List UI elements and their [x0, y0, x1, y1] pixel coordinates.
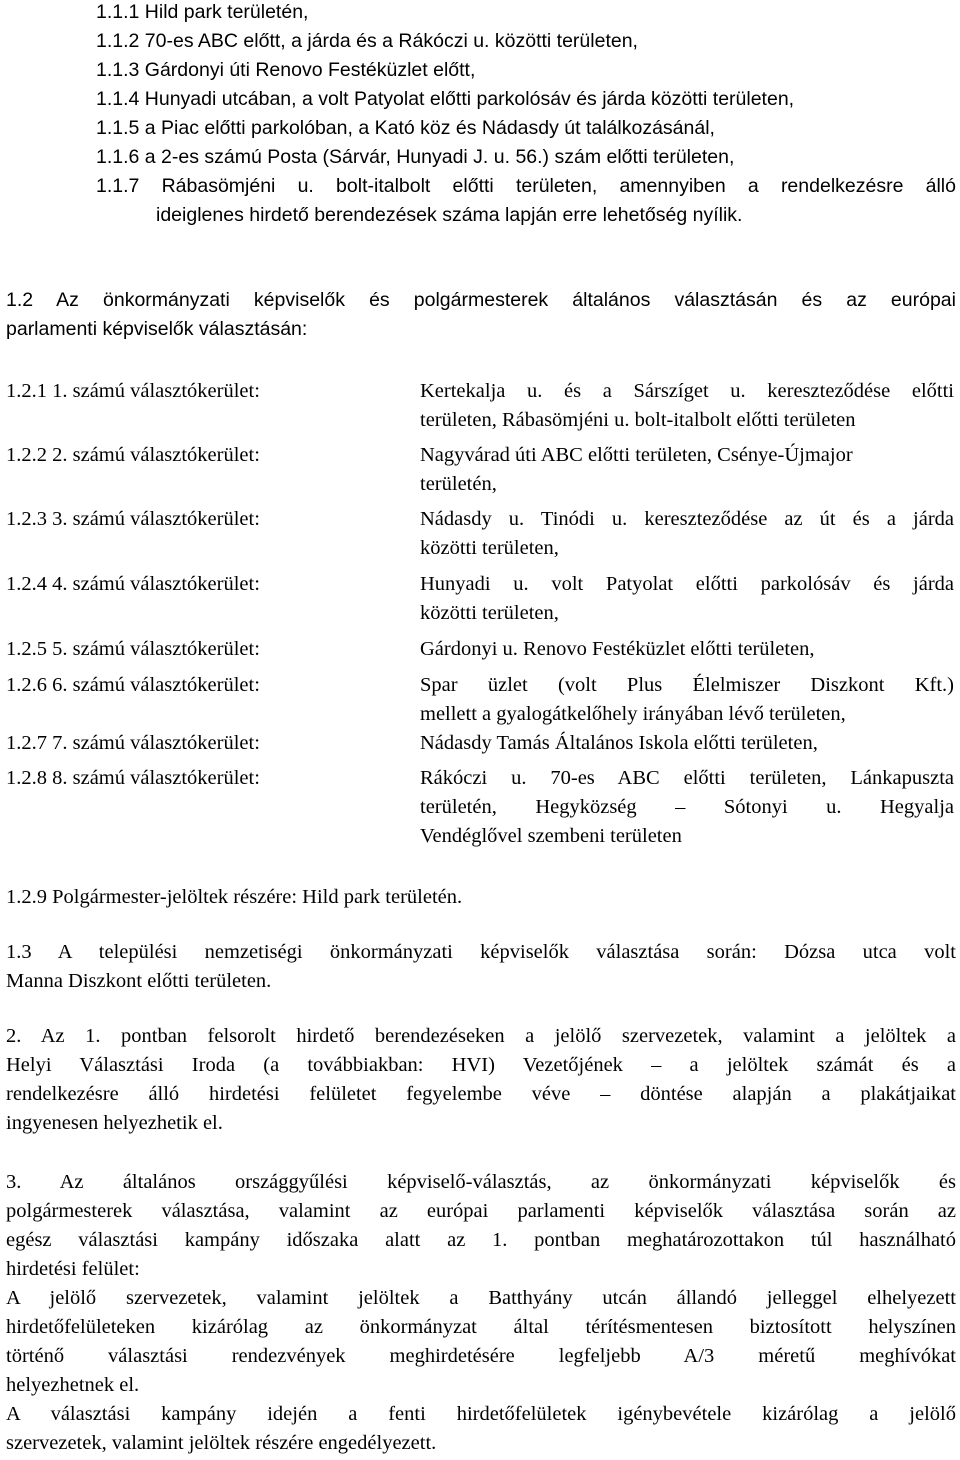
list-item-1-1-5: 1.1.5 a Piac előtti parkolóban, a Kató köz és Nádasdy út találkozásánál,: [96, 117, 715, 139]
district-label-6: 1.2.6 6. számú választókerület:: [6, 674, 260, 696]
list-item-1-1-1: 1.1.1 Hild park területén,: [96, 1, 309, 23]
section-1-3-line2: Manna Diszkont előtti területen.: [6, 970, 272, 992]
section-3-line3: egész választási kampány időszaka alatt az 1. pontban meghatározottakon túl használható: [6, 1229, 956, 1251]
district-label-8: 1.2.8 8. számú választókerület:: [6, 767, 260, 789]
item-1-2-9: 1.2.9 Polgármester-jelöltek részére: Hild park területén.: [6, 886, 463, 908]
district-label-2: 1.2.2 2. számú választókerület:: [6, 444, 260, 466]
section-3-line9: A választási kampány idején a fenti hirdetőfelületek igénybevétele kizárólag a jelölő: [6, 1403, 956, 1425]
section-3-line1: 3. Az általános országgyűlési képviselő-választás, az önkormányzati képviselők és: [6, 1171, 956, 1193]
section-3-line7: történő választási rendezvények meghirdetésére legfeljebb A/3 méretű meghívókat: [6, 1345, 956, 1367]
section-3-line5: A jelölő szervezetek, valamint jelöltek a Batthyány utcán állandó jelleggel elhelyezett: [6, 1287, 956, 1309]
section-3-line8: helyezhetnek el.: [6, 1374, 140, 1396]
list-item-1-1-4: 1.1.4 Hunyadi utcában, a volt Patyolat előtti parkolósáv és járda közötti területen,: [96, 88, 795, 110]
district-location-4-line2: közötti területen,: [420, 602, 559, 624]
list-item-1-1-7-continuation: ideiglenes hirdető berendezések száma lapján erre lehetőség nyílik.: [156, 204, 743, 226]
section-2-line4: ingyenesen helyezhetik el.: [6, 1112, 223, 1134]
district-location-8-line3: Vendéglővel szembeni területen: [420, 825, 682, 847]
district-location-7-line1: Nádasdy Tamás Általános Iskola előtti területen,: [420, 732, 818, 754]
section-1-3-line1: 1.3 A települési nemzetiségi önkormányzati képviselők választása során: Dózsa utca volt: [6, 941, 956, 963]
district-label-5: 1.2.5 5. számú választókerület:: [6, 638, 260, 660]
section-3-line6: hirdetőfelületeken kizárólag az önkormányzat által térítésmentesen biztosított helyszínen: [6, 1316, 956, 1338]
district-location-3-line2: közötti területen,: [420, 537, 559, 559]
section-1-2-heading-line1: 1.2 Az önkormányzati képviselők és polgármesterek általános választásán és az európai: [6, 289, 956, 311]
section-2-line2: Helyi Választási Iroda (a továbbiakban: HVI) Vezetőjének – a jelöltek számát és a: [6, 1054, 956, 1076]
list-item-1-1-2: 1.1.2 70-es ABC előtt, a járda és a Rákóczi u. közötti területen,: [96, 30, 638, 52]
district-location-2-line2: területén,: [420, 473, 497, 495]
district-location-6-line2: mellett a gyalogátkelőhely irányában lévő területen,: [420, 703, 846, 725]
section-2-line3: rendelkezésre álló hirdetési felületet fegyelembe véve – döntése alapján a plakátjaikat: [6, 1083, 956, 1105]
district-location-1-line2: területen, Rábasömjéni u. bolt-italbolt előtti területen: [420, 409, 856, 431]
district-location-2-line1: Nagyvárad úti ABC előtti területen, Csénye-Újmajor: [420, 444, 853, 466]
district-label-3: 1.2.3 3. számú választókerület:: [6, 508, 260, 530]
district-location-8-line2: területén, Hegyközség – Sótonyi u. Hegyalja: [420, 796, 954, 818]
district-label-4: 1.2.4 4. számú választókerület:: [6, 573, 260, 595]
district-location-8-line1: Rákóczi u. 70-es ABC előtti területen, Lánkapuszta: [420, 767, 954, 789]
district-label-1: 1.2.1 1. számú választókerület:: [6, 380, 260, 402]
list-item-1-1-7: 1.1.7 Rábasömjéni u. bolt-italbolt előtti területen, amennyiben a rendelkezésre álló: [96, 175, 956, 197]
district-location-5-line1: Gárdonyi u. Renovo Festéküzlet előtti területen,: [420, 638, 815, 660]
district-location-1-line1: Kertekalja u. és a Sárszíget u. kereszteződése előtti: [420, 380, 954, 402]
section-3-line10: szervezetek, valamint jelöltek részére engedélyezett.: [6, 1432, 437, 1454]
district-location-6-line1: Spar üzlet (volt Plus Élelmiszer Diszkont Kft.): [420, 674, 954, 696]
district-location-3-line1: Nádasdy u. Tinódi u. kereszteződése az út és a járda: [420, 508, 954, 530]
district-location-4-line1: Hunyadi u. volt Patyolat előtti parkolósáv és járda: [420, 573, 954, 595]
district-label-7: 1.2.7 7. számú választókerület:: [6, 732, 260, 754]
list-item-1-1-3: 1.1.3 Gárdonyi úti Renovo Festéküzlet előtt,: [96, 59, 476, 81]
section-3-line2: polgármesterek választása, valamint az európai parlamenti képviselők választása során az: [6, 1200, 956, 1222]
section-2-line1: 2. Az 1. pontban felsorolt hirdető berendezéseken a jelölő szervezetek, valamint a jelöltek a: [6, 1025, 956, 1047]
section-3-line4: hirdetési felület:: [6, 1258, 140, 1280]
section-1-2-heading-line2: parlamenti képviselők választásán:: [6, 318, 308, 340]
list-item-1-1-6: 1.1.6 a 2-es számú Posta (Sárvár, Hunyadi J. u. 56.) szám előtti területen,: [96, 146, 735, 168]
